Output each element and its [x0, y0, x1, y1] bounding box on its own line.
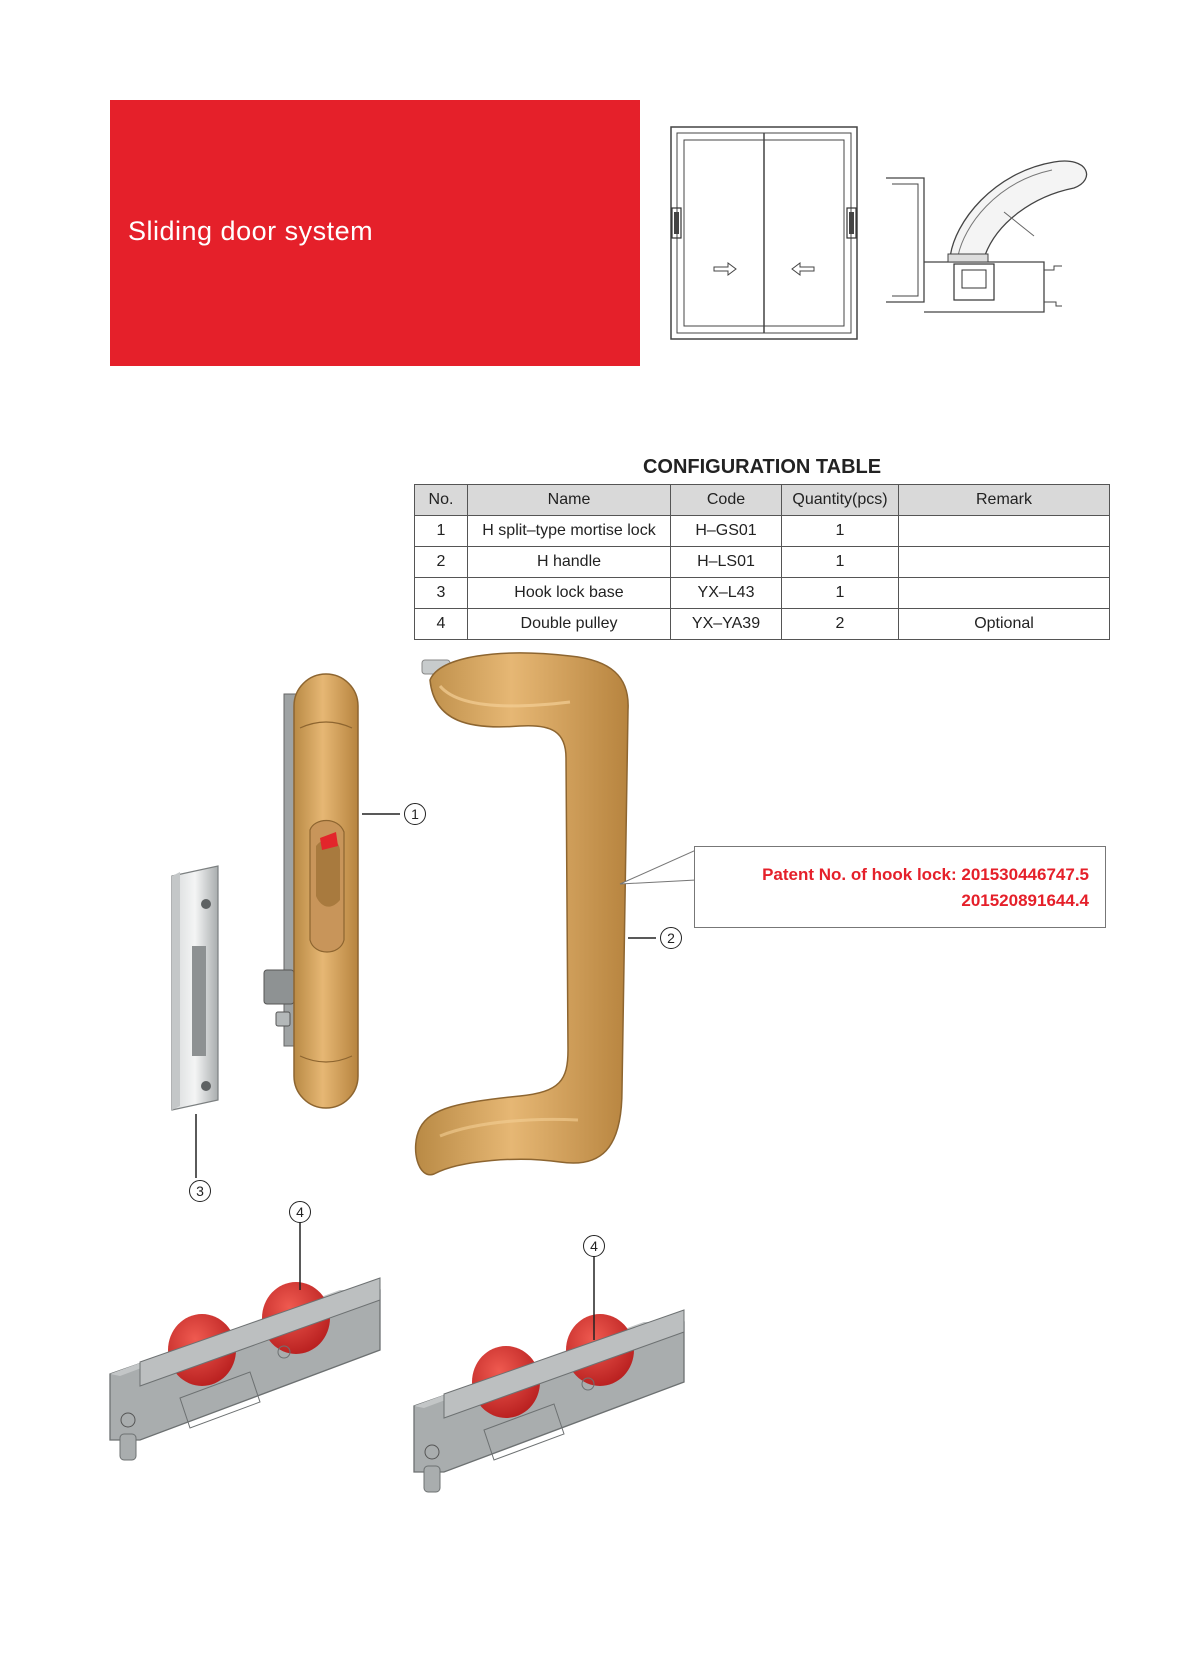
hook-lock-base-graphic — [172, 866, 218, 1110]
patent-line-1: Patent No. of hook lock: 201530446747.5 — [762, 865, 1089, 884]
pulley-right-graphic — [414, 1310, 684, 1492]
header-quantity: Quantity(pcs) — [782, 485, 899, 516]
header-code: Code — [671, 485, 782, 516]
patent-note — [694, 846, 1106, 928]
title-banner — [110, 100, 640, 366]
callout-4a: 4 — [289, 1201, 311, 1223]
table-row — [415, 516, 1110, 547]
cell-name: Hook lock base — [468, 578, 671, 609]
table-row — [415, 609, 1110, 640]
cell-quantity: 2 — [782, 609, 899, 640]
table-row — [415, 547, 1110, 578]
cell-quantity: 1 — [782, 516, 899, 547]
cell-remark — [899, 516, 1110, 547]
handle-graphic — [416, 653, 629, 1175]
door-elevation-drawing — [670, 126, 858, 340]
banner-title: Sliding door system — [128, 216, 374, 246]
callout-4b: 4 — [583, 1235, 605, 1257]
cell-no: 4 — [415, 609, 468, 640]
table-row — [415, 578, 1110, 609]
config-table — [414, 484, 1110, 640]
cell-no: 3 — [415, 578, 468, 609]
header-no: No. — [415, 485, 468, 516]
cell-code: H–LS01 — [671, 547, 782, 578]
cell-quantity: 1 — [782, 578, 899, 609]
cell-no: 1 — [415, 516, 468, 547]
callout-1: 1 — [404, 803, 426, 825]
table-header-row — [415, 485, 1110, 516]
cell-remark: Optional — [899, 609, 1110, 640]
cell-remark — [899, 578, 1110, 609]
cell-code: YX–YA39 — [671, 609, 782, 640]
cell-no: 2 — [415, 547, 468, 578]
cell-code: YX–L43 — [671, 578, 782, 609]
header-name: Name — [468, 485, 671, 516]
handle-section-drawing — [884, 152, 1100, 342]
cell-remark — [899, 547, 1110, 578]
callout-3: 3 — [189, 1180, 211, 1202]
cell-code: H–GS01 — [671, 516, 782, 547]
config-table-title: CONFIGURATION TABLE — [642, 456, 882, 478]
mortise-lock-graphic — [264, 674, 358, 1108]
product-illustration — [100, 650, 720, 1550]
cell-quantity: 1 — [782, 547, 899, 578]
patent-line-2: 201520891644.4 — [961, 891, 1089, 910]
cell-name: H handle — [468, 547, 671, 578]
cell-name: Double pulley — [468, 609, 671, 640]
header-remark: Remark — [899, 485, 1110, 516]
callout-2: 2 — [660, 927, 682, 949]
cell-name: H split–type mortise lock — [468, 516, 671, 547]
pulley-left-graphic — [110, 1278, 380, 1460]
